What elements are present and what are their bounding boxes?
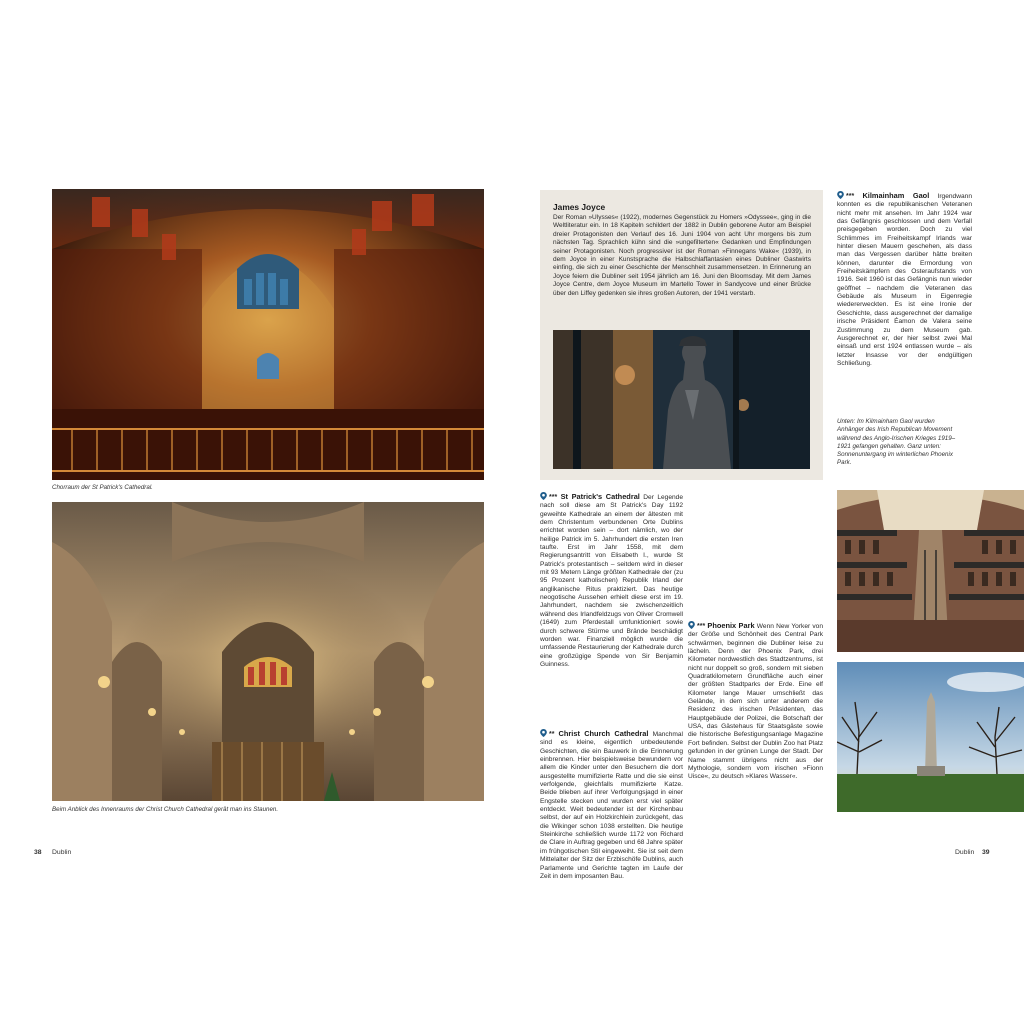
christ-church-section: [540, 729, 683, 881]
location-pin-icon: [540, 492, 547, 500]
st-patricks-text: Der Legende nach soll diese am St Patrick's Day 1192 geweihte Kathedrale an einem der ältesten mit dem Christentum verbundenen Orte Dublins errichtet worden sein – dort nämlich, wo der heilige Patrick im 5. Jahrhundert die ersten Iren taufte. Erst im Jahr 1558, mit dem Regierungsantritt von Elisabeth I., wurde St Patrick's protestantisch – seitdem wird in dieser mit 93 Metern Länge größten Kathedrale der (zu 95 Prozent katholischen) Republik Irland der anglikanische Ritus praktiziert. Das heutige neogotische Aussehen erhielt diese erst im 19. Jahrhundert, nachdem sie zwischenzeitlich während des Irlandfeldzugs von Oliver Cromwell (1649) zum Pferdestall umfunktioniert sowie durch schwere Stürme und Brände beschädigt worden war. Finanziell möglich wurde die umfassende Restaurierung der Kathedrale durch eine großzügige Spende von Sir Benjamin Guinness.: [540, 494, 683, 668]
james-joyce-text: Der Roman »Ulysses« (1922), modernes Gegenstück zu Homers »Odyssee«, ging in die Weltliteratur ein. In 18 Kapiteln schildert der 1882 in Dublin geborene Autor am Beispiel dreier Protagonisten den Verlauf des 16. Juni 1904 von acht Uhr morgens bis zum nächsten Tag. Sprachlich kühn sind die »ungefilterten« Gedanken und Empfindungen seiner Protagonisten. Noch progressiver ist der Roman »Finnegans Wake« (1939), in dem Joyce in einer Kunstsprache die Halbschlaffantasien eines Dubliner Gastwirts einfing, die sich zu einer Geschichte der Menschheit zusammensetzen. In Erinnerung an Joyce feiern die Dubliner seit 1954 jährlich am 16. Juni den Bloomsday. Mit dem James Joyce Centre, dem Joyce Museum im Martello Tower in Sandycove und einer Brücke über den Liffey gedenken sie ihres großen Autoren, der 1941 verstarb.: [553, 214, 811, 297]
phoenix-park-title: Phoenix Park: [707, 621, 755, 630]
christ-church-interior-photo: [52, 502, 484, 801]
page-number-right: 39: [982, 849, 990, 856]
james-joyce-statue-photo: [553, 330, 810, 469]
phoenix-park-photo: [837, 662, 1024, 812]
christ-church-title: Christ Church Cathedral: [558, 729, 649, 738]
christ-church-text: Manchmal sind es kleine, eigentlich unbedeutende Geschichten, die ein Bauwerk in die Erinnerung einbrennen. Hier beispielsweise bewundern vor allem die Kinder unter den Besuchern die dort ausgestellte mumifizierte Ratte und die sie einst verfolgende, gleichfalls mumifizierte Katze. Beide blieben auf ihrer Verfolgungsjagd in einer Engstelle stecken und wurden erst viel später entdeckt. Weit bedeutender ist der Kirchenbau selbst, der auf ein Holzkirchlein zurückgeht, das die Wikinger schon 1038 erstellten. Die heutige Steinkirche schließlich wurde 1172 von Richard de Clare in Auftrag gegeben und 68 Jahre später im frühgotischen Stil eingeweiht. Sie ist seit dem Mittelalter der Sitz der Erzbischöfe Dublins, auch Parlamente und Gerichte tagten im Laufe der Zeit in dem imposanten Bau.: [540, 731, 683, 880]
running-title-left: Dublin: [52, 849, 72, 856]
christ-church-caption: Beim Anblick des Innenraums der Christ Church Cathedral gerät man ins Staunen.: [52, 806, 279, 813]
kilmainham-gaol-photo: [837, 490, 1024, 652]
page-number-left: 38: [34, 849, 42, 856]
kilmainham-stars: ***: [846, 193, 855, 200]
kilmainham-text: Irgendwann konnten es die republikanischen Veteranen nicht mehr mit ansehen. Im Jahr 1924 war das Gefängnis geschlossen und dem Verfall preisgegeben worden. Doch zu viel Schlimmes im Freiheitskampf Irlands war hinter diesen Mauern geschehen, als dass man das Vergessen darüber hätte breiten können, darunter die Ermordung von Freiheitskämpfern des Osteraufstands von 1916. Seit 1960 ist das Gefängnis nun wieder geöffnet – nachdem die Veteranen das Gebäude als Museum in Eigenregie wiedererweckten. Es ist eine Ironie der Geschichte, dass ausgerechnet der damalige irische Präsident Éamon de Valera seine Zustimmung zu dem Museum gab. Ausgerechnet er, der hier selbst zwei Mal einsaß und erst 1924 entlassen wurde – als letzter Insasse vor der endgültigen Schließung.: [837, 193, 972, 367]
kilmainham-phoenix-caption: Unten: Im Kilmainham Gaol wurden Anhänger des Irish Republican Movement während des Anglo-Irischen Krieges 1919–1921 gefangen gehalten. Ganz unten: Sonnenuntergang im winterlichen Phoenix Park.: [837, 418, 956, 467]
st-patricks-section: [540, 492, 683, 669]
kilmainham-section: [837, 191, 972, 368]
location-pin-icon: [540, 729, 547, 737]
st-patricks-stars: ***: [549, 494, 558, 501]
phoenix-park-section: [688, 621, 823, 782]
phoenix-park-stars: ***: [697, 623, 706, 630]
phoenix-park-text: Wenn New Yorker von der Größe und Schönheit des Central Park schwärmen, beginnen die Dubliner leise zu lächeln. Denn der Phoenix Park, drei Kilometer nordwestlich des Stadtzentrums, ist nicht nur doppelt so groß, sondern mit sieben Quadratkilometern Grundfläche auch einer der größten Stadtparks der Erde. Eine elf Kilometer lange Mauer umschließt das Gelände, in dem sich unter anderem die Residenz des irischen Präsidenten, das Hauptgebäude der Polizei, die Botschaft der USA, das Gästehaus für Staatsgäste sowie die historische Befestigungsanlage Magazine Fort befinden. Selbst der Dublin Zoo hat Platz gefunden in der grünen Lunge der Stadt. Der Name stammt übrigens nicht aus der Mythologie, sondern vom irischen »Fionn Uisce«, zu deutsch »Klares Wasser«.: [688, 623, 824, 781]
christ-church-stars: **: [549, 731, 555, 738]
st-patricks-caption: Chorraum der St Patrick's Cathedral.: [52, 484, 153, 491]
james-joyce-title: James Joyce: [553, 202, 606, 212]
st-patricks-choir-photo: [52, 189, 484, 480]
running-title-right: Dublin: [955, 849, 975, 856]
kilmainham-title: Kilmainham Gaol: [862, 191, 930, 200]
location-pin-icon: [837, 191, 844, 199]
location-pin-icon: [688, 621, 695, 629]
st-patricks-title: St Patrick's Cathedral: [560, 492, 640, 501]
